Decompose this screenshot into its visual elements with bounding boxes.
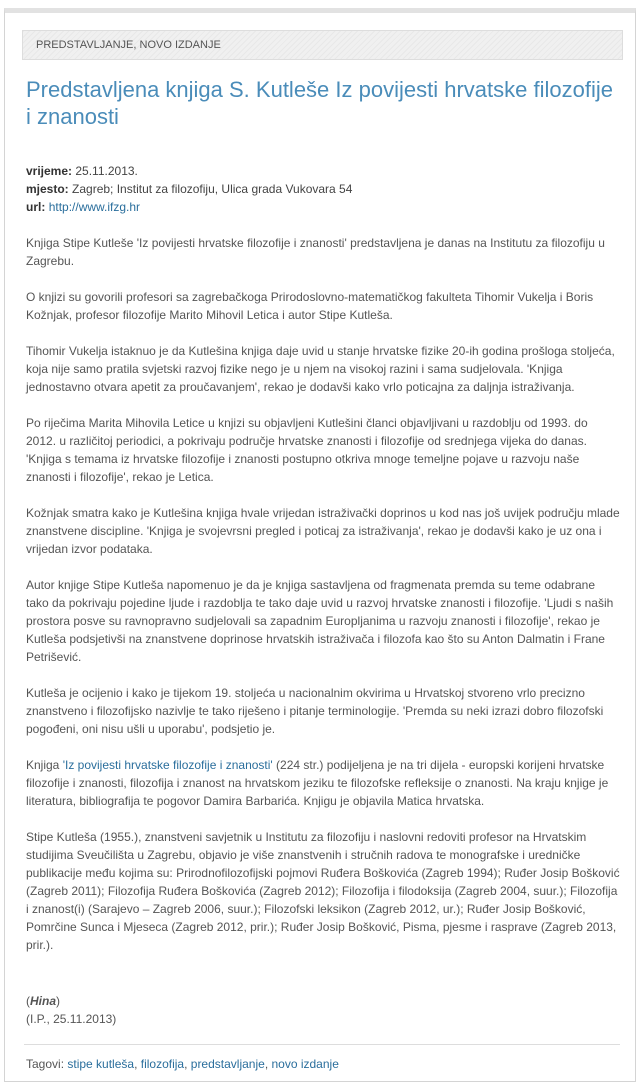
meta-url-label: url: [26, 200, 46, 214]
tag-separator: , [134, 1057, 141, 1071]
tags-divider [24, 1044, 620, 1045]
tag-link-filozofija[interactable]: filozofija [140, 1057, 185, 1071]
tag-link-novo-izdanje[interactable]: novo izdanje [271, 1057, 339, 1071]
source-close-paren: ) [56, 994, 61, 1008]
tag-separator: , [264, 1057, 272, 1071]
tags-label: Tagovi: [26, 1057, 68, 1071]
paragraph-text: Knjiga [26, 758, 63, 772]
paragraph: Po riječima Marita Mihovila Letice u knjizi su objavljeni Kutlešini članci objavljivani u razdoblju od 1993. do 2012. u različitoj periodici, a pokrivaju područje hrvatske znanosti i filozofije od srednjega vijeka do danas. 'Knjiga s temama iz hrvatske filozofije i znanosti postupno otkriva mnoge temeljne pojave u razvoju naše znanosti i filozofije', rekao je Letica. [26, 416, 588, 484]
meta-url-link[interactable]: http://www.ifzg.hr [48, 200, 141, 214]
meta-place [26, 180, 616, 198]
paragraph: O knjizi su govorili profesori sa zagrebačkoga Prirodoslovno-matematičkog fakulteta Tihomir Vukelja i Boris Kožnjak, profesor filozofije Marito Mihovil Letica i autor Stipe Kutleša. [26, 290, 594, 322]
meta-url [26, 198, 616, 216]
article-source [26, 992, 616, 1028]
paragraph: Tihomir Vukelja istaknuo je da Kutlešina knjiga daje uvid u stanje hrvatske fizike 20-ih godina prošloga stoljeća, koja nije samo pratila svjetski razvoj fizike nego je u njem na visokoj razini i sama sudjelovala. 'Knjiga jednostavno otvara apetit za proučavanjem', rekao je dodavši kako vrlo poticajna za daljnja istraživanja. [26, 344, 615, 394]
meta-time [26, 162, 616, 180]
article-body [26, 234, 620, 972]
event-meta [26, 162, 616, 216]
tag-link-stipe-kutlesa[interactable]: stipe kutleša [67, 1057, 135, 1071]
paragraph: Kožnjak smatra kako je Kutlešina knjiga hvale vrijedan istraživački doprinos u kod nas još uvijek području mlade znanstvene discipline. 'Knjiga je svojevrsni pregled i poticaj za istraživanja', rekao je dodavši kako je uz ona i vrijedan izvor podataka. [26, 506, 620, 556]
meta-time-label: vrijeme: [26, 164, 73, 178]
category-label: PREDSTAVLJANJE, NOVO IZDANJE [36, 39, 221, 51]
paragraph: Knjiga Stipe Kutleše 'Iz povijesti hrvatske filozofije i znanosti' predstavljena je danas na Institutu za filozofiju u Zagrebu. [26, 236, 605, 268]
paragraph-text: (224 str.) podijeljena je na tri dijela - europski korijeni hrvatske filozofije i znanosti, filozofija i znanost na hrvatskom jeziku te filozofske refleksije o znanosti. Na kraju knjige je literatura, bibliografija te pogovor Damira Barbarića. Knjigu je objavila Matica hrvatska. [26, 758, 609, 808]
book-title-link[interactable]: 'Iz povijesti hrvatske filozofije i znanosti' [62, 758, 273, 772]
tags-row [26, 1055, 616, 1073]
meta-time-value: 25.11.2013. [75, 164, 138, 178]
category-bar [22, 30, 623, 60]
paragraph-with-book-link [26, 756, 620, 810]
paragraph: Autor knjige Stipe Kutleša napomenuo je da je knjiga sastavljena od fragmenata premda su teme odabrane tako da pokrivaju pojedine ljude i razdoblja te tako daje uvid u razvoj hrvatske znanosti i filozofije. 'Ljudi s naših prostora posve su ravnopravno sudjelovali sa zapadnim Europljanima u razvoju znanosti i filozofije', rekao je Kutleša podsjetivši na znanstvene doprinose hrvatskih istraživača i filozofa kao što su Anton Dalmatin i Frane Petrišević. [26, 578, 614, 664]
paragraph: Stipe Kutleša (1955.), znanstveni savjetnik u Institutu za filozofiju i naslovni redoviti profesor na Hrvatskim studijima Sveučilišta u Zagrebu, objavio je više znanstvenih i stručnih radova te monografske i uredničke publikacije među kojima su: Prirodnofilozofijski pojmovi Ruđera Boškovića (Zagreb 1994); Ruđer Josip Bošković (Zagreb 2011); Filozofija Ruđera Boškovića (Zagreb 2012); Filozofija i filodoksija (Zagreb 2004, suur.); Filozofija i znanost(i) (Sarajevo – Zagreb 2006, suur.); Filozofski leksikon (Zagreb 2012, ur.); Ruđer Josip Bošković, Pomrčine Sunca i Mjeseca (Zagreb 2012, prir.); Ruđer Josip Bošković, Pisma, pjesme i rasprave (Zagreb 2013, prir.). [26, 830, 620, 952]
meta-place-value: Zagreb; Institut za filozofiju, Ulica grada Vukovara 54 [72, 182, 353, 196]
tag-link-predstavljanje[interactable]: predstavljanje [190, 1057, 265, 1071]
article-title: Predstavljena knjiga S. Kutleše Iz povijesti hrvatske filozofije i znanosti [26, 77, 613, 129]
meta-place-label: mjesto: [26, 182, 69, 196]
source-signature: (I.P., 25.11.2013) [26, 1012, 117, 1026]
paragraph: Kutleša je ocijenio i kako je tijekom 19. stoljeća u nacionalnim okvirima u Hrvatskoj stvoreno vrlo precizno znanstveno i filozofijsko nazivlje te tako riješeno i pitanje terminologije. 'Premda su neki izrazi dobro filozofski pogođeni, oni nisu ušli u uporabu', podsjetio je. [26, 686, 604, 736]
tag-separator: , [184, 1057, 191, 1071]
source-open-paren: ( [26, 994, 30, 1008]
source-agency: Hina [30, 994, 57, 1008]
source-agency-line [26, 992, 616, 1010]
